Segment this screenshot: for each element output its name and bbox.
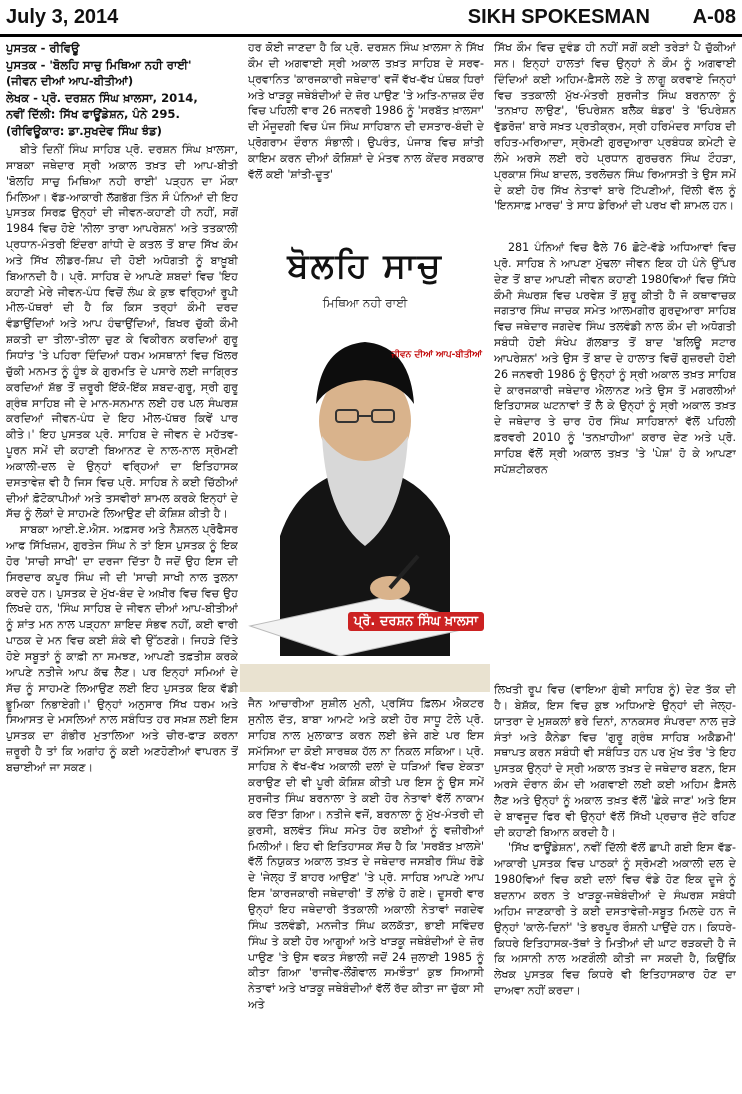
review-label: ਪੁਸਤਕ - ਰੀਵਿਊ [6, 41, 80, 55]
author-line: ਲੇਖਕ - ਪ੍ਰੋ. ਦਰਸ਼ਨ ਸਿੰਘ ਖ਼ਾਲਸਾ, 2014, [6, 90, 198, 105]
article-paragraph: ਲਿਖਤੀ ਰੂਪ ਵਿਚ (ਵਾਇਆ ਗੁੰਥੀ ਸਾਹਿਬ ਨੂੰ) ਦੇਣ ਤੱਕ ਦੀ ਹੈ। ਬੇਸ਼ੱਕ, ਇਸ ਵਿਚ ਕੁਝ ਅਧਿਆਏ ਉਨ੍ਹਾਂ ਦੀ ਜੇਲ੍ਹ-ਯਾਤਰਾ ਦੇ ਮੁਸ਼ਕਲਾਂ ਭਰੇ ਦਿਨਾਂ, ਨਾਨਕਸਰ ਸੰਪਰਦਾ ਨਾਲ ਜੁੜੇ ਸੰਤਾਂ ਅਤੇ ਕੈਨੇਡਾ ਵਿਚ 'ਗੁਰੂ ਗ੍ਰੰਥ ਸਾਹਿਬ ਅਕੈਡਮੀ' ਸਥਾਪਤ ਕਰਨ ਸਬੰਧੀ ਵੀ ਸਬੰਧਿਤ ਹਨ ਪਰ ਮੁੱਖ ਤੌਰ 'ਤੇ ਇਹ ਪੁਸਤਕ ਉਨ੍ਹਾਂ ਦੇ ਸ੍ਰੀ ਅਕਾਲ ਤਖ਼ਤ ਦੇ ਜਥੇਦਾਰ ਬਣਨ, ਇਸ ਅਰਸੇ ਦੌਰਾਨ ਕੌਮ ਦੀ ਅਗਵਾਈ ਲਈ ਕਈ ਅਹਿਮ ਫ਼ੈਸਲੇ ਲੈਣ ਅਤੇ ਉਨ੍ਹਾਂ ਨੂੰ ਅਕਾਲ ਤਖ਼ਤ ਵੱਲੋਂ 'ਛੇਕੇ ਜਾਣ' ਅਤੇ ਇਸ ਦੇ ਬਾਵਜੂਦ ਫਿਰ ਵੀ ਉਨ੍ਹਾਂ ਵੱਲੋਂ ਸਿੱਖੀ ਪ੍ਰਚਾਰ ਜੁੱਟੇ ਰਹਿਣ ਦੀ ਕਹਾਣੀ ਬਿਆਨ ਕਰਦੀ ਹੈ। [494, 683, 736, 839]
book-subtitle-line: (ਜੀਵਨ ਦੀਆਂ ਆਪ-ਬੀਤੀਆਂ) [6, 74, 134, 88]
reviewer-line: (ਰੀਵਿਊਕਾਰ: ਡਾ.ਸੁਖਦੇਵ ਸਿੰਘ ਝੰਡ) [6, 123, 162, 138]
newspaper-name: SIKH SPOKESMAN [467, 6, 650, 28]
article-paragraph: 281 ਪੰਨਿਆਂ ਵਿਚ ਫੈਲੇ 76 ਛੋਟੇ-ਵੱਡੇ ਅਧਿਆਵਾਂ ਵਿਚ ਪ੍ਰੋ. ਸਾਹਿਬ ਨੇ ਆਪਣਾ ਮੁੱਢਲਾ ਜੀਵਨ ਇਕ ਹੀ ਪੰਨੇ ਉੱਪਰ ਦੇਣ ਤੋਂ ਬਾਦ ਆਪਣੀ ਜੀਵਨ ਕਹਾਣੀ 1980ਵਿਆਂ ਵਿਚ ਸਿੱਧੇ ਕੌਮੀ ਸੰਘਰਸ਼ ਵਿਚ ਪਰਵੇਸ਼ ਤੋਂ ਸ਼ੁਰੂ ਕੀਤੀ ਹੈ ਜੋ ਕਥਾਵਾਚਕ ਜਗਤਾਰ ਸਿੰਘ ਜਾਚਕ ਸਮੇਤ ਆਲਮਗੀਰ ਗੁਰਦੁਆਰਾ ਸਾਹਿਬ ਵਿਚ ਜਥੇਦਾਰ ਜਗਦੇਵ ਸਿੰਘ ਤਲਵੰਡੀ ਨਾਲ ਕੌਮ ਦੀ ਅਧੋਗਤੀ ਸਬੰਧੀ ਹੋਈ ਸੰਖੇਪ ਗੱਲਬਾਤ ਤੋਂ ਬਾਦ 'ਬਲਿਊ ਸਟਾਰ ਆਪਰੇਸ਼ਨ' ਅਤੇ ਉਸ ਤੋਂ ਬਾਦ ਦੇ ਹਾਲਾਤ ਵਿਚੋਂ ਗੁਜ਼ਰਦੀ ਹੋਈ 26 ਜਨਵਰੀ 1986 ਨੂੰ ਉਨ੍ਹਾਂ ਨੂੰ ਸ੍ਰੀ ਅਕਾਲ ਤਖ਼ਤ ਸਾਹਿਬ ਦੇ ਕਾਰਜਕਾਰੀ ਜਥੇਦਾਰ ਐਲਾਨਣ ਅਤੇ ਉਸ ਤੋਂ ਮਗਰਲੀਆਂ ਇਤਿਹਾਸਕ ਘਟਨਾਵਾਂ ਤੋਂ ਲੈ ਕੇ ਉਨ੍ਹਾਂ ਨੂੰ ਸ੍ਰੀ ਅਕਾਲ ਤਖ਼ਤ ਦੇ ਜਥੇਦਾਰ ਤੇ ਚਾਰ ਹੋਰ ਸਿੰਘ ਸਾਹਿਬਾਨਾਂ ਵੱਲੋਂ ਪਹਿਲੀ ਫ਼ਰਵਰੀ 2010 ਨੂੰ 'ਤਨਖ਼ਾਹੀਆ' ਕਰਾਰ ਦੇਣ ਅਤੇ ਪ੍ਰੋ. ਸਾਹਿਬ ਵੱਲੋਂ ਸ੍ਰੀ ਅਕਾਲ ਤਖ਼ਤ 'ਤੇ 'ਪੇਸ਼' ਹੋ ਕੇ ਆਪਣਾ ਸਪੱਸ਼ਟੀਕਰਨ [494, 241, 736, 476]
article-column-3-middle [494, 240, 736, 680]
cover-author-name: ਪ੍ਰੋ. ਦਰਸ਼ਨ ਸਿੰਘ ਖ਼ਾਲਸਾ [348, 612, 484, 631]
book-title-line: ਪੁਸਤਕ - 'ਬੋਲਹਿ ਸਾਚੁ ਮਿਥਿਆ ਨਹੀ ਰਾਈ' [6, 57, 192, 72]
article-column-1 [6, 40, 238, 1090]
article-column-2-bottom [248, 696, 484, 1090]
masthead [0, 0, 742, 37]
article-paragraph: ਸਿੱਖ ਕੌਮ ਵਿਚ ਦੁਵੰਡ ਹੀ ਨਹੀਂ ਸਗੋਂ ਕਈ ਤਰੇੜਾਂ ਪੈ ਚੁੱਕੀਆਂ ਸਨ। ਇਨ੍ਹਾਂ ਹਾਲਤਾਂ ਵਿਚ ਉਨ੍ਹਾਂ ਨੇ ਕੌਮ ਨੂੰ ਅਗਵਾਈ ਦਿੰਦਿਆਂ ਕਈ ਅਹਿਮ-ਫ਼ੈਸਲੇ ਲਏ ਤੇ ਲਾਗੂ ਕਰਵਾਏ ਜਿਨ੍ਹਾਂ ਵਿਚ ਤਤਕਾਲੀ ਮੁੱਖ-ਮੰਤਰੀ ਸੁਰਜੀਤ ਸਿੰਘ ਬਰਨਾਲਾ ਨੂੰ 'ਤਨਖ਼ਾਹ ਲਾਉਣ', 'ਓਪਰੇਸ਼ਨ ਬਲੈਕ ਥੰਡਰ' ਤੇ 'ਓਪਰੇਸ਼ਨ ਵੁੱਡਰੋਜ਼' ਬਾਰੇ ਸਖ਼ਤ ਪ੍ਰਤੀਕ੍ਰਮ, ਸ੍ਰੀ ਹਰਿਮੰਦਰ ਸਾਹਿਬ ਦੀ ਰਹਿਤ-ਮਰਿਆਦਾ, ਸ੍ਰੋਮਣੀ ਗੁਰਦੁਆਰਾ ਪ੍ਰਬੰਧਕ ਕਮੇਟੀ ਦੇ ਲੰਮੇ ਅਰਸੇ ਲਈ ਰਹੇ ਪ੍ਰਧਾਨ ਗੁਰਚਰਨ ਸਿੰਘ ਟੌਹੜਾ, ਪ੍ਰਕਾਸ਼ ਸਿੰਘ ਬਾਦਲ, ਤਰਲੋਚਨ ਸਿੰਘ ਰਿਆਸਤੀ ਤੇ ਉਸ ਸਮੇਂ ਦੇ ਕਈ ਹੋਰ ਸਿੱਖ ਨੇਤਾਵਾਂ ਬਾਰੇ ਟਿੱਪਣੀਆਂ, ਦਿੱਲੀ ਵੱਲ ਨੂੰ 'ਇਨਸਾਫ਼ ਮਾਰਚ' ਤੇ ਸਾਧ ਡੇਰਿਆਂ ਦੀ ਪਰਖ ਵੀ ਸ਼ਾਮਲ ਹਨ। [494, 41, 736, 213]
article-paragraph: ਬੀਤੇ ਦਿਨੀਂ ਸਿੰਘ ਸਾਹਿਬ ਪ੍ਰੋ. ਦਰਸ਼ਨ ਸਿੰਘ ਖ਼ਾਲਸਾ, ਸਾਬਕਾ ਜਥੇਦਾਰ ਸ੍ਰੀ ਅਕਾਲ ਤਖ਼ਤ ਦੀ ਆਪ-ਬੀਤੀ 'ਬੋਲਹਿ ਸਾਚੁ ਮਿਥਿਆ ਨਹੀ ਰਾਈ' ਪੜ੍ਹਨ ਦਾ ਮੌਕਾ ਮਿਲਿਆ। ਵੱਡ-ਆਕਾਰੀ ਲੱਗਭੱਗ ਤਿੰਨ ਸੌ ਪੰਨਿਆਂ ਦੀ ਇਹ ਪੁਸਤਕ ਸਿਰਫ਼ ਉਨ੍ਹਾਂ ਦੀ ਜੀਵਨ-ਕਹਾਣੀ ਹੀ ਨਹੀਂ, ਸਗੋਂ 1984 ਵਿਚ ਹੋਏ 'ਨੀਲਾ ਤਾਰਾ ਆਪਰੇਸ਼ਨ' ਅਤੇ ਤਤਕਾਲੀ ਪ੍ਰਧਾਨ-ਮੰਤਰੀ ਇੰਦਰਾ ਗਾਂਧੀ ਦੇ ਕਤਲ ਤੋਂ ਬਾਦ ਸਿੱਖ ਕੌਮ ਅਤੇ ਸਿੱਖ ਲੀਡਰ-ਸ਼ਿਪ ਦੀ ਹੋਈ ਅਧੋਗਤੀ ਨੂੰ ਬਾਖ਼ੂਬੀ ਬਿਆਨਦੀ ਹੈ। ਪ੍ਰੋ. ਸਾਹਿਬ ਦੇ ਆਪਣੇ ਸ਼ਬਦਾਂ ਵਿਚ 'ਇਹ ਕਹਾਣੀ ਮੇਰੇ ਜੀਵਨ-ਪੰਧ ਵਿਚੋਂ ਲੰਘ ਕੇ ਕੁਝ ਵਰ੍ਹਿਆਂ ਰੂਪੀ ਮੀਲ-ਪੱਥਰਾਂ ਦੀ ਹੈ ਕਿ ਕਿਸ ਤਰ੍ਹਾਂ ਕੌਮੀ ਦਰਦ ਵੰਡਾਉਂਦਿਆਂ ਅਤੇ ਆਪ ਹੰਢਾਉਂਦਿਆਂ, ਬਿਖਰ ਚੁੱਕੀ ਕੌਮੀ ਸ਼ਕਤੀ ਦਾ ਤੀਲਾ-ਤੀਲਾ ਚੁਣ ਕੇ ਵਿਕੀਰਨ ਕਰਦਿਆਂ ਗੁਰੂ ਸਿਧਾਂਤ 'ਤੇ ਪਹਿਰਾ ਦਿੰਦਿਆਂ ਧਰਮ ਅਸਥਾਨਾਂ ਵਿਚ ਖਿੱਲਰ ਚੁੱਕੀ ਮਨਮਤ ਨੂੰ ਹੂੰਝ ਕੇ ਗੁਰਮਤਿ ਦੇ ਪਸਾਰੇ ਲਈ ਜਾਗ੍ਰਿਤ ਕਰਦਿਆਂ ਸ਼ੱਭ ਤੋਂ ਜ਼ਰੂਰੀ ਇੱਕੋ-ਇੱਕ ਸ਼ਬਦ-ਗੁਰੂ, ਸ੍ਰੀ ਗੁਰੂ ਗ੍ਰੰਥ ਸਾਹਿਬ ਜੀ ਦੇ ਮਾਨ-ਸਨਮਾਨ ਲਈ ਹਰ ਪਲ ਸੰਘਰਸ਼ ਕਰਦਿਆਂ ਜੀਵਨ-ਪੰਧ ਦੇ ਇਹ ਮੀਲ-ਪੱਥਰ ਕਿਵੇਂ ਪਾਰ ਕੀਤੇ।' ਇਹ ਪੁਸਤਕ ਪ੍ਰੋ. ਸਾਹਿਬ ਦੇ ਜੀਵਨ ਦੇ ਮਹੱਤਵ-ਪੂਰਨ ਸਮੇਂ ਦੀ ਕਹਾਣੀ ਬਿਆਨਣ ਦੇ ਨਾਲ-ਨਾਲ ਸ੍ਰੋਮਣੀ ਅਕਾਲੀ-ਦਲ ਦੇ ਉਨ੍ਹਾਂ ਵਰ੍ਹਿਆਂ ਦਾ ਇਤਿਹਾਸਕ ਦਸਤਾਵੇਜ਼ ਵੀ ਹੈ ਜਿਸ ਵਿਚ ਪ੍ਰੋ. ਸਾਹਿਬ ਨੇ ਕਈ ਚਿੱਠੀਆਂ ਦੀਆਂ ਫ਼ੋਟੋਕਾਪੀਆਂ ਅਤੇ ਤਸਵੀਰਾਂ ਸ਼ਾਮਲ ਕਰਕੇ ਇਨ੍ਹਾਂ ਦੇ ਸੱਚ ਨੂੰ ਲੋਕਾਂ ਦੇ ਸਾਹਮਣੇ ਲਿਆਉਣ ਦੀ ਕੋਸ਼ਿਸ਼ ਕੀਤੀ ਹੈ। [6, 143, 238, 521]
article-paragraph: 'ਸਿੱਖ ਫਾਊਂਡੇਸ਼ਨ', ਨਵੀਂ ਦਿੱਲੀ ਵੱਲੋਂ ਛਾਪੀ ਗਈ ਇਸ ਵੱਡ-ਆਕਾਰੀ ਪੁਸਤਕ ਵਿਚ ਪਾਠਕਾਂ ਨੂੰ ਸ੍ਰੋਮਣੀ ਅਕਾਲੀ ਦਲ ਦੇ 1980ਵਿਆਂ ਵਿਚ ਕਈ ਦਲਾਂ ਵਿਚ ਵੰਡੇ ਹੋਣ ਇਕ ਦੂਜੇ ਨੂੰ ਬਦਨਾਮ ਕਰਨ ਤੇ ਖਾੜਕੂ-ਜਥੇਬੰਦੀਆਂ ਦੇ ਸੰਘਰਸ਼ ਸਬੰਧੀ ਅਹਿਮ ਜਾਣਕਾਰੀ ਤੇ ਕਈ ਦਸਤਾਵੇਜ਼ੀ-ਸਬੂਤ ਮਿਲਦੇ ਹਨ ਜੋ ਉਨ੍ਹਾਂ 'ਕਾਲੇ-ਦਿਨਾਂ' 'ਤੇ ਭਰਪੂਰ ਰੌਸ਼ਨੀ ਪਾਉਂਦੇ ਹਨ। ਕਿਧਰੇ-ਕਿਧਰੇ ਇਤਿਹਾਸਕ-ਤੱਥਾਂ ਤੇ ਮਿਤੀਆਂ ਦੀ ਘਾਟ ਰੜਕਦੀ ਹੈ ਜੋ ਕਿ ਅਸਾਨੀ ਨਾਲ ਅਣਗੌਲੀ ਕੀਤੀ ਜਾ ਸਕਦੀ ਹੈ, ਕਿਉਂਕਿ ਲੇਖਕ ਪੁਸਤਕ ਵਿਚ ਕਿਧਰੇ ਵੀ ਇਤਿਹਾਸਕਾਰ ਹੋਣ ਦਾ ਦਾਅਵਾ ਨਹੀਂ ਕਰਦਾ। [494, 841, 736, 998]
publisher-line: ਨਵੀਂ ਦਿੱਲੀ: ਸਿੱਖ ਫਾਊਂਡੇਸ਼ਨ, ਪੰਨੇ 295. [6, 107, 180, 121]
review-header [6, 40, 238, 139]
cover-title: ਬੋਲਹਿ ਸਾਚੁ [287, 246, 443, 286]
article-column-2-top [248, 40, 484, 236]
article-paragraph: ਹਰ ਕੋਈ ਜਾਣਦਾ ਹੈ ਕਿ ਪ੍ਰੋ. ਦਰਸ਼ਨ ਸਿੰਘ ਖ਼ਾਲਸਾ ਨੇ ਸਿੱਖ ਕੌਮ ਦੀ ਅਗਵਾਈ ਸ੍ਰੀ ਅਕਾਲ ਤਖ਼ਤ ਸਾਹਿਬ ਦੇ ਸਰਵ-ਪ੍ਰਵਾਨਿਤ 'ਕਾਰਜਕਾਰੀ ਜਥੇਦਾਰ' ਵਜੋਂ ਵੱਖ-ਵੱਖ ਪੰਥਕ ਧਿਰਾਂ ਅਤੇ ਖਾੜਕੂ ਜਥੇਬੰਦੀਆਂ ਦੇ ਜ਼ੋਰ ਪਾਉਣ 'ਤੇ ਅਤਿ-ਨਾਜ਼ਕ ਦੌਰ ਵਿਚ ਪਹਿਲੀ ਵਾਰ 26 ਜਨਵਰੀ 1986 ਨੂੰ 'ਸਰਬੱਤ ਖ਼ਾਲਸਾ' ਦੀ ਮੌਜੂਦਗੀ ਵਿਚ ਪੰਜ ਸਿੰਘ ਸਾਹਿਬਾਨ ਦੀ ਦਸਤਾਰ-ਬੰਦੀ ਦੇ ਪ੍ਰੋਗਰਾਮ ਦੌਰਾਨ ਸੰਭਾਲੀ। ਉਪਰੰਤ, ਪੰਜਾਬ ਵਿਚ ਸ਼ਾਂਤੀ ਕਾਇਮ ਕਰਨ ਦੀਆਂ ਕੋਸ਼ਿਸ਼ਾਂ ਦੇ ਮੰਤਵ ਨਾਲ ਕੇਂਦਰ ਸਰਕਾਰ ਵੱਲੋਂ ਕਈ 'ਸ਼ਾਂਤੀ-ਦੂਤ' [248, 41, 484, 181]
issue-date: July 3, 2014 [6, 6, 119, 28]
book-cover-image [240, 240, 490, 692]
author-portrait [240, 326, 490, 656]
cover-tagline: ਜੀਵਨ ਦੀਆਂ ਆਪ-ਬੀਤੀਆਂ [391, 350, 482, 360]
cover-subtitle: ਮਿਥਿਆ ਨਹੀ ਰਾਈ [322, 296, 408, 310]
page-number: A-08 [692, 6, 736, 28]
article-paragraph: ਸਾਬਕਾ ਆਈ.ਏ.ਐਸ. ਅਫ਼ਸਰ ਅਤੇ ਨੈਸ਼ਨਲ ਪ੍ਰੋਫੈਸਰ ਆਫ ਸਿੱਖਿਜ਼ਮ, ਗੁਰਤੇਜ ਸਿੰਘ ਨੇ ਤਾਂ ਇਸ ਪੁਸਤਕ ਨੂੰ ਇਕ ਹੋਰ 'ਸਾਚੀ ਸਾਖੀ' ਦਾ ਦਰਜਾ ਦਿੱਤਾ ਹੈ ਜਦੋਂ ਉਹ ਇਸ ਦੀ ਸਿਰਦਾਰ ਕਪੂਰ ਸਿੰਘ ਜੀ ਦੀ 'ਸਾਚੀ ਸਾਖੀ ਨਾਲ ਤੁਲਨਾ ਕਰਦੇ ਹਨ। ਪੁਸਤਕ ਦੇ ਮੁੱਖ-ਬੰਦ ਦੇ ਅਖ਼ੀਰ ਵਿਚ ਵਿਚ ਉਹ ਲਿਖਦੇ ਹਨ, 'ਸਿੰਘ ਸਾਹਿਬ ਦੇ ਜੀਵਨ ਦੀਆਂ ਆਪ-ਬੀਤੀਆਂ ਨੂੰ ਸ਼ਾਂਤ ਮਨ ਨਾਲ ਪੜ੍ਹਨਾ ਸ਼ਾਇਦ ਸੰਭਵ ਨਹੀਂ, ਕਈ ਵਾਰੀ ਪਾਠਕ ਦੇ ਮਨ ਵਿਚ ਕਈ ਸ਼ੰਕੇ ਵੀ ਉੱਠਣਗੇ। ਜਿਹੜੇ ਦਿੱਤੇ ਹੋਏ ਸਬੂਤਾਂ ਨੂੰ ਕਾਫ਼ੀ ਨਾ ਸਮਝਣ, ਆਪਣੀ ਤਫ਼ਤੀਸ਼ ਕਰਕੇ ਆਪਣੇ ਨਤੀਜੇ ਆਪ ਕੱਢ ਲੈਣ। ਪਰ ਇਨ੍ਹਾਂ ਸਮਿਆਂ ਦੇ ਸੱਚ ਨੂੰ ਸਾਹਮਣੇ ਲਿਆਉਣ ਲਈ ਇਹ ਪੁਸਤਕ ਇਕ ਵੱਡੀ ਭੂਮਿਕਾ ਨਿਭਾਏਗੀ।' ਉਨ੍ਹਾਂ ਅਨੁਸਾਰ ਸਿੱਖ ਧਰਮ ਅਤੇ ਸਿਆਸਤ ਦੇ ਮਸਲਿਆਂ ਨਾਲ ਸਬੰਧਿਤ ਹਰ ਸਖ਼ਸ਼ ਲਈ ਇਸ ਪੁਸਤਕ ਦਾ ਗੰਭੀਰ ਮੁਤਾਲਿਆ ਅਤੇ ਚੀਰ-ਫਾੜ ਕਰਨਾ ਜ਼ਰੂਰੀ ਹੈ ਤਾਂ ਕਿ ਅਗਾਂਹ ਨੂੰ ਕਈ ਅਣਹੋਣੀਆਂ ਵਾਪਰਨ ਤੋਂ ਬਚਾਈਆਂ ਜਾ ਸਕਣ। [6, 523, 238, 774]
article-column-3-bottom [494, 682, 736, 1090]
article-column-3-top [494, 40, 736, 236]
cover-desk-surface [240, 664, 490, 692]
article-paragraph: ਜੈਨ ਆਚਾਰੀਆ ਸੁਸ਼ੀਲ ਮੁਨੀ, ਪ੍ਰਸਿੱਧ ਫ਼ਿਲਮ ਐਕਟਰ ਸੁਨੀਲ ਦੱਤ, ਬਾਬਾ ਆਮਟੇ ਅਤੇ ਕਈ ਹੋਰ ਸਾਧੂ ਟੋਲੇ ਪ੍ਰੋ. ਸਾਹਿਬ ਨਾਲ ਮੁਲਾਕਾਤ ਕਰਨ ਲਈ ਭੇਜੇ ਗਏ ਪਰ ਇਸ ਸਮੱਸਿਆ ਦਾ ਕੋਈ ਸਾਰਥਕ ਹੱਲ ਨਾ ਨਿਕਲ ਸਕਿਆ। ਪ੍ਰੋ. ਸਾਹਿਬ ਨੇ ਵੱਖ-ਵੱਖ ਅਕਾਲੀ ਦਲਾਂ ਦੇ ਧੜਿਆਂ ਵਿਚ ਏਕਤਾ ਕਰਾਉਣ ਦੀ ਵੀ ਪੂਰੀ ਕੋਸ਼ਿਸ਼ ਕੀਤੀ ਪਰ ਇਸ ਨੂੰ ਉਸ ਸਮੇਂ ਸੁਰਜੀਤ ਸਿੰਘ ਬਰਨਾਲਾ ਤੇ ਕਈ ਹੋਰ ਨੇਤਾਵਾਂ ਵੱਲੋਂ ਨਾਕਾਮ ਕਰ ਦਿੱਤਾ ਗਿਆ। ਨਤੀਜੇ ਵਜੋਂ, ਬਰਨਾਲਾ ਨੂੰ ਮੁੱਖ-ਮੰਤਰੀ ਦੀ ਕੁਰਸੀ, ਬਲਵੰਤ ਸਿੰਘ ਸਮੇਤ ਹੋਰ ਕਈਆਂ ਨੂੰ ਵਜ਼ੀਰੀਆਂ ਮਿਲੀਆਂ। ਇਹ ਵੀ ਇਤਿਹਾਸਕ ਸੱਚ ਹੈ ਕਿ 'ਸਰਬੱਤ ਖ਼ਾਲਸੇ' ਵੱਲੋਂ ਨਿਯੁਕਤ ਅਕਾਲ ਤਖ਼ਤ ਦੇ ਜਥੇਦਾਰ ਜਸਬੀਰ ਸਿੰਘ ਰੋਡੇ ਦੇ 'ਜੇਲ੍ਹ ਤੋਂ ਬਾਹਰ ਆਉਣ' 'ਤੇ ਪ੍ਰੋ. ਸਾਹਿਬ ਆਪਣੇ ਆਪ ਇਸ 'ਕਾਰਜਕਾਰੀ ਜਥੇਦਾਰੀ' ਤੋਂ ਲਾਂਭੇ ਹੋ ਗਏ। ਦੂਸਰੀ ਵਾਰ ਉਨ੍ਹਾਂ ਇਹ ਜਥੇਦਾਰੀ ਤੱਤਕਾਲੀ ਅਕਾਲੀ ਨੇਤਾਵਾਂ ਜਗਦੇਵ ਸਿੰਘ ਤਲਵੰਡੀ, ਮਨਜੀਤ ਸਿੰਘ ਕਲਕੱਤਾ, ਭਾਈ ਸਵਿੰਦਰ ਸਿੰਘ ਤੇ ਕਈ ਹੋਰ ਆਗੂਆਂ ਅਤੇ ਖਾੜਕੂ ਜਥੇਬੰਦੀਆਂ ਦੇ ਜ਼ੋਰ ਪਾਉਣ 'ਤੇ ਉਸ ਵਕਤ ਸੰਭਾਲੀ ਜਦੋਂ 24 ਜੁਲਾਈ 1985 ਨੂੰ ਕੀਤਾ ਗਿਆ 'ਰਾਜੀਵ-ਲੌਂਗੋਵਾਲ ਸਮਝੌਤਾ' ਕੁਝ ਸਿਆਸੀ ਨੇਤਾਵਾਂ ਅਤੇ ਖਾੜਕੂ ਜਥੇਬੰਦੀਆਂ ਵੱਲੋਂ ਰੱਦ ਕੀਤਾ ਜਾ ਚੁੱਕਾ ਸੀ ਅਤੇ [248, 697, 484, 1012]
